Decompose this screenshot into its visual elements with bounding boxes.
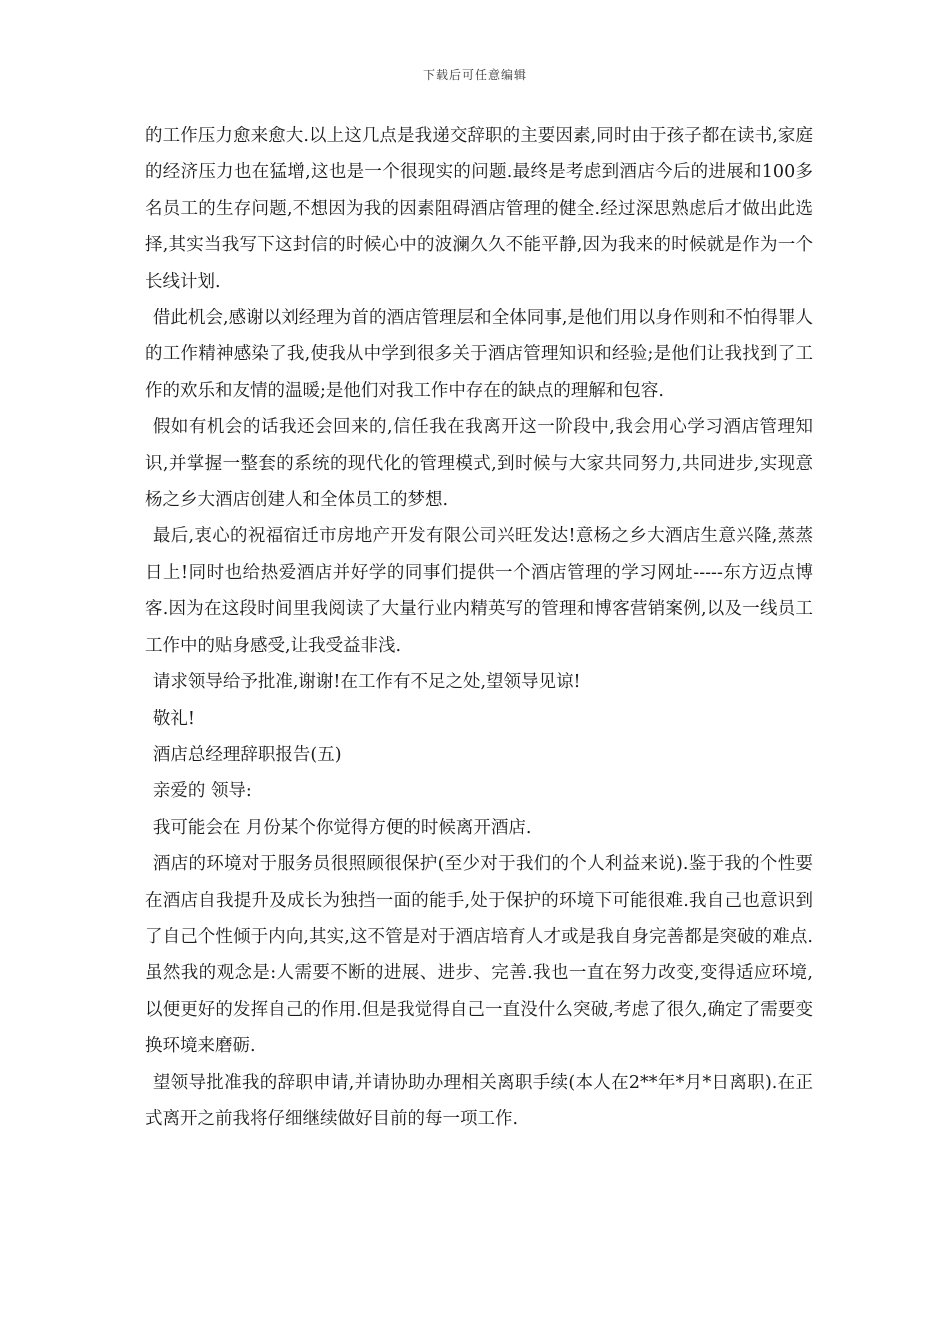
paragraph-6: 敬礼! (152, 708, 195, 729)
salutation: 亲爱的 领导: (152, 781, 252, 802)
paragraph-3: 假如有机会的话我还会回来的,信任我在我离开这一阶段中,我会用心学习酒店管理知识,并掌握一整套的系统的现代化的管理模式,到时候与大家共同努力,共同进步,实现意杨之乡大酒店创建人和全体员工的梦想. (145, 417, 813, 511)
paragraph-10: 酒店的环境对于服务员很照顾很保护(至少对于我们的个人利益来说).鉴于我的个性要在酒店自我提升及成长为独挡一面的能手,处于保护的环境下可能很难.我自己也意识到了自己个性倾于内向,其实,这不管是对于酒店培育人才或是我自身完善都是突破的难点.虽然我的观念是:人需要不断的进展、进步、完善.我也一直在努力改变,变得适应环境,以便更好的发挥自己的作用.但是我觉得自己一直没什么突破,考虑了很久,确定了需要变换环境来磨砺. (145, 854, 813, 1057)
paragraph-2: 借此机会,感谢以刘经理为首的酒店管理层和全体同事,是他们用以身作则和不怕得罪人的工作精神感染了我,使我从中学到很多关于酒店管理知识和经验;是他们让我找到了工作的欢乐和友情的温暖;是他们对我工作中存在的缺点的理解和包容. (145, 308, 813, 401)
paragraph-1: 的工作压力愈来愈大.以上这几点是我递交辞职的主要因素,同时由于孩子都在读书,家庭的经济压力也在猛增,这也是一个很现实的问题.最终是考虑到酒店今后的进展和100多名员工的生存问题,不想因为我的因素阻碍酒店管理的健全.经过深思熟虑后才做出此选择,其实当我写下这封信的时候心中的波澜久久不能平静,因为我来的时候就是作为一个长线计划. (145, 126, 813, 292)
document-body (145, 118, 813, 1137)
section-title: 酒店总经理辞职报告(五) (152, 744, 342, 765)
paragraph-4: 最后,衷心的祝福宿迁市房地产开发有限公司兴旺发达!意杨之乡大酒店生意兴隆,蒸蒸日上!同时也给热爱酒店并好学的同事们提供一个酒店管理的学习网址-----东方迈点博客.因为在这段时间里我阅读了大量行业内精英写的管理和博客营销案例,以及一线员工工作中的贴身感受,让我受益非浅. (145, 526, 813, 656)
paragraph-11: 望领导批准我的辞职申请,并请协助办理相关离职手续(本人在2**年*月*日离职).在正式离开之前我将仔细继续做好目前的每一项工作. (145, 1072, 813, 1129)
header-note: 下载后可任意编辑 (422, 68, 527, 82)
paragraph-5: 请求领导给予批准,谢谢!在工作有不足之处,望领导见谅! (152, 672, 581, 693)
paragraph-9: 我可能会在 月份某个你觉得方便的时候离开酒店. (152, 817, 532, 838)
